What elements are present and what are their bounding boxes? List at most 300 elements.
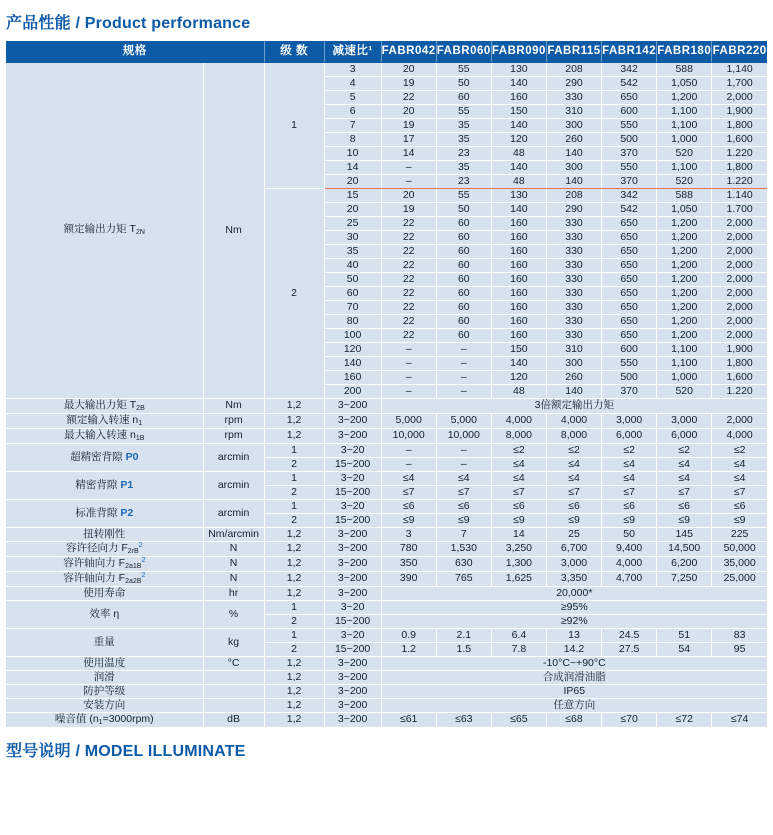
ratio-cell: 3~200 xyxy=(324,541,381,556)
value-cell-2: 48 xyxy=(491,146,546,160)
value-cell-3: 300 xyxy=(546,160,601,174)
row-label-weight: 重量 xyxy=(6,628,203,656)
value-cell-2: 140 xyxy=(491,76,546,90)
table-row xyxy=(6,541,767,556)
value-cell-1: ≤9 xyxy=(436,513,491,527)
row-unit-max-output-torque: Nm xyxy=(203,398,264,413)
merged-value-cell: IP65 xyxy=(381,684,767,698)
value-cell-2: 3,250 xyxy=(491,541,546,556)
row-unit-permissible-axial-force-2: N xyxy=(203,571,264,586)
value-cell-3: 140 xyxy=(546,146,601,160)
row-unit-permissible-radial-force: N xyxy=(203,541,264,556)
ratio-cell: 3~200 xyxy=(324,670,381,684)
value-cell-2: 120 xyxy=(491,132,546,146)
value-cell-3: 330 xyxy=(546,230,601,244)
value-cell-6: 1,800 xyxy=(712,160,767,174)
value-cell-0: 22 xyxy=(381,90,436,104)
row-unit-mounting-direction xyxy=(203,698,264,712)
value-cell-1: 60 xyxy=(436,328,491,342)
value-cell-1: – xyxy=(436,384,491,398)
value-cell-5: ≤72 xyxy=(657,712,712,727)
value-cell-5: 1,100 xyxy=(657,104,712,118)
value-cell-0: 20 xyxy=(381,188,436,202)
value-cell-5: 588 xyxy=(657,62,712,76)
value-cell-6: 1.700 xyxy=(712,202,767,216)
value-cell-2: ≤2 xyxy=(491,443,546,457)
value-cell-6: 2,000 xyxy=(712,258,767,272)
value-cell-6: 1.220 xyxy=(712,384,767,398)
value-cell-3: 330 xyxy=(546,328,601,342)
table-row xyxy=(6,684,767,698)
value-cell-2: 120 xyxy=(491,370,546,384)
stage-cell: 1,2 xyxy=(264,398,324,413)
value-cell-4: 50 xyxy=(602,527,657,541)
value-cell-4: 370 xyxy=(602,174,657,188)
row-label-noise-level: 噪音值 $(n_1=3000rpm)$ xyxy=(6,712,203,727)
value-cell-6: 1.220 xyxy=(712,174,767,188)
value-cell-1: 55 xyxy=(436,188,491,202)
value-cell-3: 260 xyxy=(546,132,601,146)
value-cell-0: 22 xyxy=(381,216,436,230)
row-label-efficiency: 效率 η xyxy=(6,600,203,628)
value-cell-2: 150 xyxy=(491,104,546,118)
value-cell-5: 1,200 xyxy=(657,300,712,314)
value-cell-6: 1.140 xyxy=(712,188,767,202)
row-label-max-input-speed: 最大输入转速 $n_{1B}$ xyxy=(6,428,203,443)
ratio-cell: 5 xyxy=(324,90,381,104)
stage-cell: 2 xyxy=(264,457,324,471)
row-unit-permissible-axial-force-1: N xyxy=(203,556,264,571)
value-cell-2: 130 xyxy=(491,188,546,202)
ratio-cell: 10 xyxy=(324,146,381,160)
value-cell-2: 7.8 xyxy=(491,642,546,656)
stage-cell: 2 xyxy=(264,642,324,656)
value-cell-5: 6,200 xyxy=(657,556,712,571)
merged-value-cell: 3倍额定输出力矩 xyxy=(381,398,767,413)
ratio-cell: 15~200 xyxy=(324,642,381,656)
value-cell-3: 13 xyxy=(546,628,601,642)
value-cell-4: 342 xyxy=(602,188,657,202)
row-label-mounting-direction: 安装方向 xyxy=(6,698,203,712)
value-cell-4: 27.5 xyxy=(602,642,657,656)
merged-value-cell: -10°C~+90°C xyxy=(381,656,767,670)
value-cell-0: – xyxy=(381,384,436,398)
value-cell-4: 500 xyxy=(602,132,657,146)
value-cell-4: 650 xyxy=(602,286,657,300)
ratio-cell: 7 xyxy=(324,118,381,132)
value-cell-6: ≤74 xyxy=(712,712,767,727)
ratio-cell: 100 xyxy=(324,328,381,342)
value-cell-6: 2,000 xyxy=(712,272,767,286)
value-cell-6: 1,800 xyxy=(712,356,767,370)
table-row xyxy=(6,428,767,443)
value-cell-6: 2,000 xyxy=(712,286,767,300)
value-cell-3: 14.2 xyxy=(546,642,601,656)
value-cell-4: ≤2 xyxy=(602,443,657,457)
ratio-cell: 60 xyxy=(324,286,381,300)
ratio-cell: 3~20 xyxy=(324,471,381,485)
stage-cell: 1 xyxy=(264,600,324,614)
column-header-model-4: FABR142 xyxy=(602,41,657,62)
value-cell-2: 140 xyxy=(491,118,546,132)
value-cell-1: 60 xyxy=(436,230,491,244)
ratio-cell: 3~20 xyxy=(324,600,381,614)
ratio-cell: 50 xyxy=(324,272,381,286)
value-cell-4: 650 xyxy=(602,328,657,342)
ratio-cell: 30 xyxy=(324,230,381,244)
value-cell-2: 140 xyxy=(491,356,546,370)
value-cell-0: ≤9 xyxy=(381,513,436,527)
ratio-cell: 160 xyxy=(324,370,381,384)
row-unit-standard-backlash: arcmin xyxy=(203,499,264,527)
value-cell-3: 4,000 xyxy=(546,413,601,428)
value-cell-3: 330 xyxy=(546,90,601,104)
row-label-standard-backlash: 标准背隙 P2 xyxy=(6,499,203,527)
value-cell-5: 1,200 xyxy=(657,216,712,230)
value-cell-5: ≤4 xyxy=(657,457,712,471)
stage-cell: 1 xyxy=(264,471,324,485)
value-cell-5: ≤7 xyxy=(657,485,712,499)
value-cell-2: 4,000 xyxy=(491,413,546,428)
column-header-stage: 级 数 xyxy=(264,41,324,62)
value-cell-0: 3 xyxy=(381,527,436,541)
table-row xyxy=(6,443,767,457)
value-cell-3: 260 xyxy=(546,370,601,384)
value-cell-3: 6,700 xyxy=(546,541,601,556)
ratio-cell: 3~20 xyxy=(324,499,381,513)
row-unit-protection-class xyxy=(203,684,264,698)
column-header-ratio: 减速比¹ xyxy=(324,41,381,62)
ratio-cell: 3~200 xyxy=(324,428,381,443)
value-cell-4: 550 xyxy=(602,356,657,370)
value-cell-0: 22 xyxy=(381,286,436,300)
value-cell-0: 17 xyxy=(381,132,436,146)
ratio-cell: 80 xyxy=(324,314,381,328)
row-label-ultra-precision-backlash: 超精密背隙 P0 xyxy=(6,443,203,471)
value-cell-5: 1,100 xyxy=(657,342,712,356)
row-label-max-output-torque: 最大输出力矩 $T_{2B}$ xyxy=(6,398,203,413)
table-row xyxy=(6,62,767,76)
value-cell-2: 160 xyxy=(491,230,546,244)
value-cell-0: – xyxy=(381,342,436,356)
merged-value-cell: ≥92% xyxy=(381,614,767,628)
stage-cell: 1,2 xyxy=(264,571,324,586)
value-cell-2: 160 xyxy=(491,286,546,300)
table-row xyxy=(6,471,767,485)
column-header-spec: 规格 xyxy=(6,41,264,62)
value-cell-1: 23 xyxy=(436,146,491,160)
value-cell-2: 8,000 xyxy=(491,428,546,443)
value-cell-0: ≤6 xyxy=(381,499,436,513)
value-cell-2: 160 xyxy=(491,258,546,272)
value-cell-4: 24.5 xyxy=(602,628,657,642)
value-cell-5: 1,050 xyxy=(657,76,712,90)
value-cell-3: 330 xyxy=(546,300,601,314)
value-cell-2: 140 xyxy=(491,202,546,216)
value-cell-4: 4,700 xyxy=(602,571,657,586)
value-cell-4: 342 xyxy=(602,62,657,76)
table-row xyxy=(6,670,767,684)
value-cell-4: 650 xyxy=(602,272,657,286)
value-cell-5: 520 xyxy=(657,146,712,160)
value-cell-5: 1,050 xyxy=(657,202,712,216)
value-cell-0: 22 xyxy=(381,230,436,244)
ratio-cell: 3~200 xyxy=(324,684,381,698)
ratio-cell: 3~200 xyxy=(324,698,381,712)
value-cell-6: 1,140 xyxy=(712,62,767,76)
stage-cell: 1 xyxy=(264,628,324,642)
value-cell-4: 650 xyxy=(602,244,657,258)
value-cell-1: 60 xyxy=(436,314,491,328)
value-cell-2: ≤65 xyxy=(491,712,546,727)
value-cell-3: 330 xyxy=(546,286,601,300)
value-cell-3: 300 xyxy=(546,118,601,132)
value-cell-6: 2,000 xyxy=(712,216,767,230)
value-cell-6: 1.220 xyxy=(712,146,767,160)
value-cell-1: 50 xyxy=(436,76,491,90)
value-cell-1: – xyxy=(436,443,491,457)
value-cell-3: 330 xyxy=(546,314,601,328)
row-label-permissible-axial-force-2: 容许轴向力 $F_{2a2B}^2$ xyxy=(6,571,203,586)
value-cell-4: 650 xyxy=(602,216,657,230)
ratio-cell: 3~200 xyxy=(324,398,381,413)
table-row xyxy=(6,656,767,670)
table-row xyxy=(6,556,767,571)
stage-cell: 1,2 xyxy=(264,670,324,684)
table-row xyxy=(6,571,767,586)
value-cell-2: ≤9 xyxy=(491,513,546,527)
value-cell-0: 22 xyxy=(381,314,436,328)
value-cell-6: 1,600 xyxy=(712,370,767,384)
value-cell-2: 48 xyxy=(491,174,546,188)
value-cell-1: 765 xyxy=(436,571,491,586)
table-row xyxy=(6,499,767,513)
value-cell-5: 3,000 xyxy=(657,413,712,428)
value-cell-1: 55 xyxy=(436,104,491,118)
row-label-torsional-stiffness: 扭转刚性 xyxy=(6,527,203,541)
value-cell-5: 1,000 xyxy=(657,370,712,384)
value-cell-4: ≤4 xyxy=(602,457,657,471)
stage-cell: 1,2 xyxy=(264,712,324,727)
ratio-cell: 20 xyxy=(324,202,381,216)
table-row xyxy=(6,413,767,428)
value-cell-0: 22 xyxy=(381,272,436,286)
value-cell-6: 4,000 xyxy=(712,428,767,443)
stage-cell: 1,2 xyxy=(264,541,324,556)
ratio-cell: 20 xyxy=(324,174,381,188)
value-cell-4: ≤4 xyxy=(602,471,657,485)
value-cell-5: 6,000 xyxy=(657,428,712,443)
value-cell-0: 5,000 xyxy=(381,413,436,428)
value-cell-0: – xyxy=(381,443,436,457)
row-label-precision-backlash: 精密背隙 P1 xyxy=(6,471,203,499)
value-cell-6: 2,000 xyxy=(712,90,767,104)
value-cell-1: ≤63 xyxy=(436,712,491,727)
ratio-cell: 3~200 xyxy=(324,413,381,428)
column-header-model-0: FABR042 xyxy=(381,41,436,62)
ratio-cell: 70 xyxy=(324,300,381,314)
value-cell-1: 60 xyxy=(436,286,491,300)
value-cell-4: 370 xyxy=(602,146,657,160)
page-title: 产品性能 / Product performance xyxy=(6,15,251,32)
row-label-lubrication: 润滑 xyxy=(6,670,203,684)
value-cell-1: – xyxy=(436,457,491,471)
value-cell-2: ≤4 xyxy=(491,471,546,485)
merged-value-cell: ≥95% xyxy=(381,600,767,614)
value-cell-3: ≤4 xyxy=(546,471,601,485)
row-unit-ultra-precision-backlash: arcmin xyxy=(203,443,264,471)
value-cell-4: 650 xyxy=(602,314,657,328)
value-cell-3: 300 xyxy=(546,356,601,370)
value-cell-3: 3,000 xyxy=(546,556,601,571)
value-cell-4: 3,000 xyxy=(602,413,657,428)
value-cell-0: 390 xyxy=(381,571,436,586)
table-row xyxy=(6,600,767,614)
value-cell-5: 145 xyxy=(657,527,712,541)
row-unit-service-life: hr xyxy=(203,586,264,600)
ratio-cell: 3~200 xyxy=(324,586,381,600)
value-cell-4: 542 xyxy=(602,202,657,216)
value-cell-6: 1,900 xyxy=(712,342,767,356)
value-cell-3: 208 xyxy=(546,188,601,202)
value-cell-6: 95 xyxy=(712,642,767,656)
value-cell-5: 1,100 xyxy=(657,118,712,132)
ratio-cell: 14 xyxy=(324,160,381,174)
value-cell-4: 650 xyxy=(602,258,657,272)
value-cell-5: 1,000 xyxy=(657,132,712,146)
value-cell-6: 225 xyxy=(712,527,767,541)
value-cell-2: ≤7 xyxy=(491,485,546,499)
value-cell-1: 35 xyxy=(436,132,491,146)
value-cell-6: 1,600 xyxy=(712,132,767,146)
ratio-cell: 4 xyxy=(324,76,381,90)
value-cell-0: 19 xyxy=(381,76,436,90)
value-cell-2: 1,625 xyxy=(491,571,546,586)
value-cell-5: ≤4 xyxy=(657,471,712,485)
header-row xyxy=(6,41,767,62)
value-cell-1: 1,530 xyxy=(436,541,491,556)
value-cell-1: ≤7 xyxy=(436,485,491,499)
value-cell-5: 14,500 xyxy=(657,541,712,556)
row-label-permissible-radial-force: 容许径向力 $F_{2rB}^2$ xyxy=(6,541,203,556)
value-cell-4: 550 xyxy=(602,118,657,132)
value-cell-6: 83 xyxy=(712,628,767,642)
value-cell-0: 1.2 xyxy=(381,642,436,656)
value-cell-0: – xyxy=(381,160,436,174)
row-unit-precision-backlash: arcmin xyxy=(203,471,264,499)
value-cell-5: 51 xyxy=(657,628,712,642)
value-cell-3: ≤9 xyxy=(546,513,601,527)
value-cell-5: 520 xyxy=(657,174,712,188)
value-cell-5: 1,200 xyxy=(657,286,712,300)
value-cell-4: 550 xyxy=(602,160,657,174)
table-row xyxy=(6,628,767,642)
value-cell-4: ≤9 xyxy=(602,513,657,527)
value-cell-3: 310 xyxy=(546,104,601,118)
row-unit-rated-output-torque: Nm xyxy=(203,62,264,398)
stage-cell: 1 xyxy=(264,62,324,188)
value-cell-4: ≤70 xyxy=(602,712,657,727)
value-cell-6: 25,000 xyxy=(712,571,767,586)
table-row xyxy=(6,527,767,541)
merged-value-cell: 20,000* xyxy=(381,586,767,600)
value-cell-5: 1,200 xyxy=(657,244,712,258)
stage-cell: 1,2 xyxy=(264,656,324,670)
ratio-cell: 15~200 xyxy=(324,513,381,527)
value-cell-0: 14 xyxy=(381,146,436,160)
value-cell-6: ≤4 xyxy=(712,457,767,471)
column-header-model-1: FABR060 xyxy=(436,41,491,62)
value-cell-0: – xyxy=(381,174,436,188)
row-unit-rated-input-speed: rpm xyxy=(203,413,264,428)
value-cell-2: 1,300 xyxy=(491,556,546,571)
ratio-cell: 200 xyxy=(324,384,381,398)
stage-cell: 1,2 xyxy=(264,556,324,571)
ratio-cell: 15~200 xyxy=(324,614,381,628)
value-cell-1: 55 xyxy=(436,62,491,76)
row-label-service-life: 使用寿命 xyxy=(6,586,203,600)
value-cell-5: 54 xyxy=(657,642,712,656)
stage-cell: 2 xyxy=(264,188,324,398)
ratio-cell: 140 xyxy=(324,356,381,370)
value-cell-3: 140 xyxy=(546,384,601,398)
value-cell-3: 140 xyxy=(546,174,601,188)
value-cell-5: 1,200 xyxy=(657,90,712,104)
value-cell-2: 160 xyxy=(491,328,546,342)
value-cell-1: 35 xyxy=(436,160,491,174)
value-cell-1: 60 xyxy=(436,244,491,258)
value-cell-4: 650 xyxy=(602,300,657,314)
stage-cell: 1,2 xyxy=(264,527,324,541)
value-cell-1: – xyxy=(436,370,491,384)
value-cell-0: 10,000 xyxy=(381,428,436,443)
value-cell-3: 330 xyxy=(546,272,601,286)
value-cell-1: 5,000 xyxy=(436,413,491,428)
value-cell-2: 160 xyxy=(491,216,546,230)
merged-value-cell: 任意方向 xyxy=(381,698,767,712)
value-cell-5: 7,250 xyxy=(657,571,712,586)
ratio-cell: 6 xyxy=(324,104,381,118)
column-header-model-3: FABR115 xyxy=(546,41,601,62)
value-cell-1: 60 xyxy=(436,216,491,230)
stage-cell: 1,2 xyxy=(264,684,324,698)
value-cell-5: 1,200 xyxy=(657,314,712,328)
value-cell-2: 160 xyxy=(491,244,546,258)
value-cell-4: ≤7 xyxy=(602,485,657,499)
row-unit-lubrication xyxy=(203,670,264,684)
value-cell-6: 50,000 xyxy=(712,541,767,556)
value-cell-1: ≤6 xyxy=(436,499,491,513)
value-cell-0: ≤61 xyxy=(381,712,436,727)
value-cell-4: 600 xyxy=(602,104,657,118)
value-cell-3: 25 xyxy=(546,527,601,541)
value-cell-4: 542 xyxy=(602,76,657,90)
value-cell-1: 10,000 xyxy=(436,428,491,443)
value-cell-4: 650 xyxy=(602,230,657,244)
value-cell-3: 8,000 xyxy=(546,428,601,443)
row-unit-weight: kg xyxy=(203,628,264,656)
product-performance-table xyxy=(6,41,767,728)
column-header-model-6: FABR220 xyxy=(712,41,767,62)
value-cell-2: 160 xyxy=(491,300,546,314)
ratio-cell: 15 xyxy=(324,188,381,202)
value-cell-0: 20 xyxy=(381,104,436,118)
value-cell-2: 6.4 xyxy=(491,628,546,642)
value-cell-3: ≤2 xyxy=(546,443,601,457)
value-cell-4: ≤6 xyxy=(602,499,657,513)
value-cell-0: ≤7 xyxy=(381,485,436,499)
value-cell-4: 370 xyxy=(602,384,657,398)
